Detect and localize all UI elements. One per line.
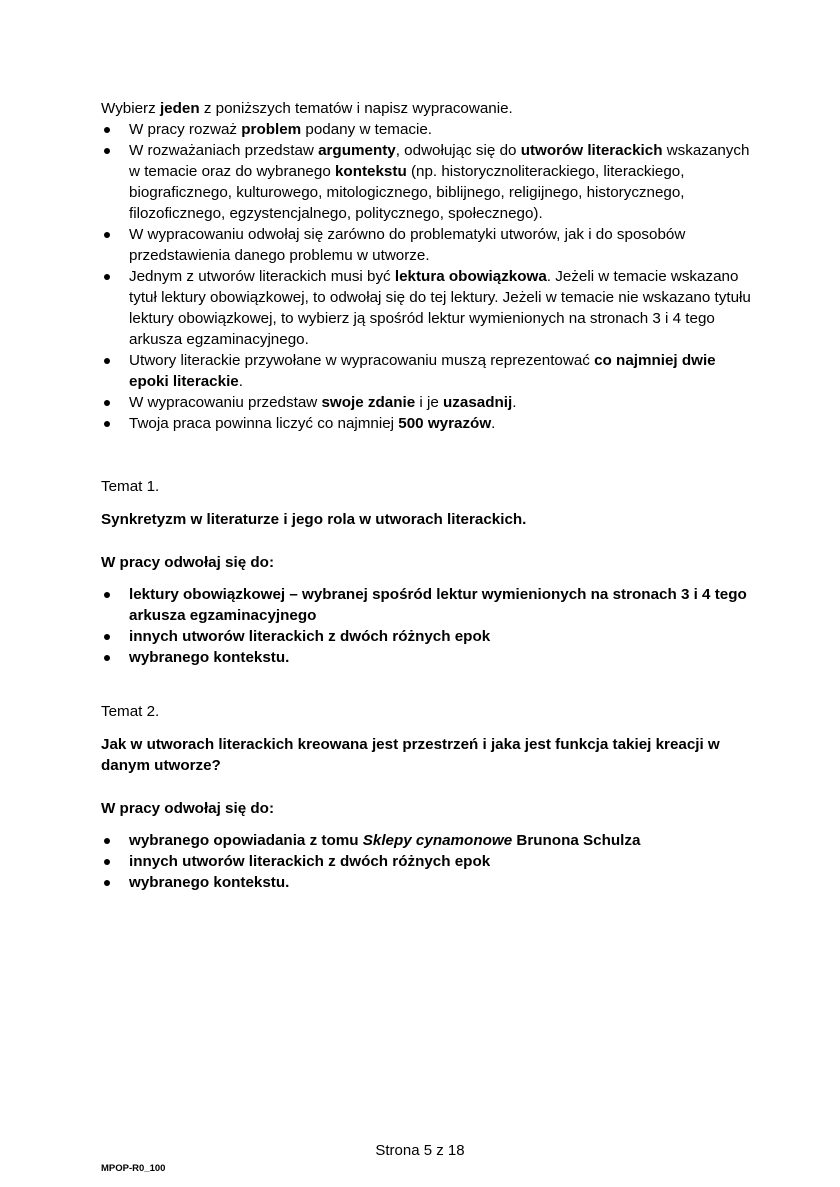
text-run: Brunona Schulza xyxy=(512,832,641,849)
topic-title: Jak w utworach literackich kreowana jest przestrzeń i jaka jest funkcja takiej kreacji w danym utworze? xyxy=(101,736,720,774)
page-number: Strona 5 z 18 xyxy=(375,1142,465,1159)
topic-requirements-list xyxy=(101,584,751,668)
list-item: wybranego kontekstu. xyxy=(101,872,751,893)
text-run: Twoja praca powinna liczyć co najmniej xyxy=(129,415,399,432)
list-item: wybranego kontekstu. xyxy=(101,647,751,668)
emphasis: problem xyxy=(241,121,302,138)
list-item: lektury obowiązkowej – wybranej spośród lektur wymienionych na stronach 3 i 4 tego arkusza egzaminacyjnego xyxy=(101,584,751,626)
list-item: innych utworów literackich z dwóch różnych epok xyxy=(101,851,751,872)
exam-code: MPOP-R0_100 xyxy=(101,1163,166,1174)
topic-label: Temat 2. xyxy=(101,703,160,720)
book-title: Sklepy cynamonowe xyxy=(362,832,513,849)
text-run: Utwory literackie przywołane w wypracowaniu muszą reprezentować xyxy=(129,352,595,369)
topic-2 xyxy=(101,701,751,893)
emphasis: uzasadnij xyxy=(443,394,513,411)
topic-title: Synkretyzm w literaturze i jego rola w utworach literackich. xyxy=(101,511,527,528)
text-run: . xyxy=(491,415,496,432)
emphasis: 500 wyrazów xyxy=(398,415,492,432)
list-item xyxy=(101,392,751,413)
topic-label: Temat 1. xyxy=(101,478,160,495)
emphasis: swoje zdanie xyxy=(321,394,416,411)
topic-refer-heading: W pracy odwołaj się do: xyxy=(101,800,274,817)
emphasis: argumenty xyxy=(318,142,396,159)
text-run: Wybierz xyxy=(101,100,160,117)
list-item xyxy=(101,119,751,140)
instructions-heading xyxy=(101,98,751,119)
emphasis: kontekstu xyxy=(334,163,407,180)
emphasis: co najmniej dwie epoki literackie xyxy=(129,352,716,390)
emphasis: utworów literackich xyxy=(520,142,663,159)
emphasis: jeden xyxy=(159,100,200,117)
instructions-list xyxy=(101,119,751,434)
text-run: (np. historycznoliterackiego, literackiego, biograficznego, kulturowego, mitologicznego, biblijnego, religijnego, historycznego, filozoficznego, egzystencjalnego, politycznego, społecznego). xyxy=(129,163,685,222)
topic-1 xyxy=(101,476,751,668)
list-item xyxy=(101,350,751,392)
text-run: z poniższych tematów i napisz wypracowanie. xyxy=(199,100,513,117)
text-run: W pracy rozważ xyxy=(129,121,242,138)
text-run: W wypracowaniu odwołaj się zarówno do problematyki utworów, jak i do sposobów przedstawienia danego problemu w utworze. xyxy=(129,226,686,264)
list-item xyxy=(101,413,751,434)
text-run: , odwołując się do xyxy=(395,142,521,159)
topic-requirements-list xyxy=(101,830,751,893)
topic-refer-heading: W pracy odwołaj się do: xyxy=(101,554,274,571)
text-run: . xyxy=(512,394,517,411)
list-item xyxy=(101,224,751,266)
text-run: W wypracowaniu przedstaw xyxy=(129,394,322,411)
list-item xyxy=(101,830,751,851)
text-run: Jednym z utworów literackich musi być xyxy=(129,268,395,285)
text-run: wskazanych w temacie oraz do wybranego xyxy=(129,142,750,180)
list-item: innych utworów literackich z dwóch różnych epok xyxy=(101,626,751,647)
text-run: . xyxy=(238,373,243,390)
text-run: wybranego opowiadania z tomu xyxy=(129,832,363,849)
text-run: podany w temacie. xyxy=(301,121,433,138)
text-run: W rozważaniach przedstaw xyxy=(129,142,319,159)
instructions xyxy=(101,98,751,434)
list-item xyxy=(101,266,751,350)
emphasis: lektura obowiązkowa xyxy=(394,268,547,285)
text-run: i je xyxy=(415,394,443,411)
list-item xyxy=(101,140,751,224)
text-run: . Jeżeli w temacie wskazano tytuł lektury obowiązkowej, to odwołaj się do tej lektury. Jeżeli w temacie nie wskazano tytułu lektury obowiązkowej, to wybierz ją spośród lektur wymienionych na stronach 3 i 4 tego arkusza egzaminacyjnego. xyxy=(129,268,751,348)
